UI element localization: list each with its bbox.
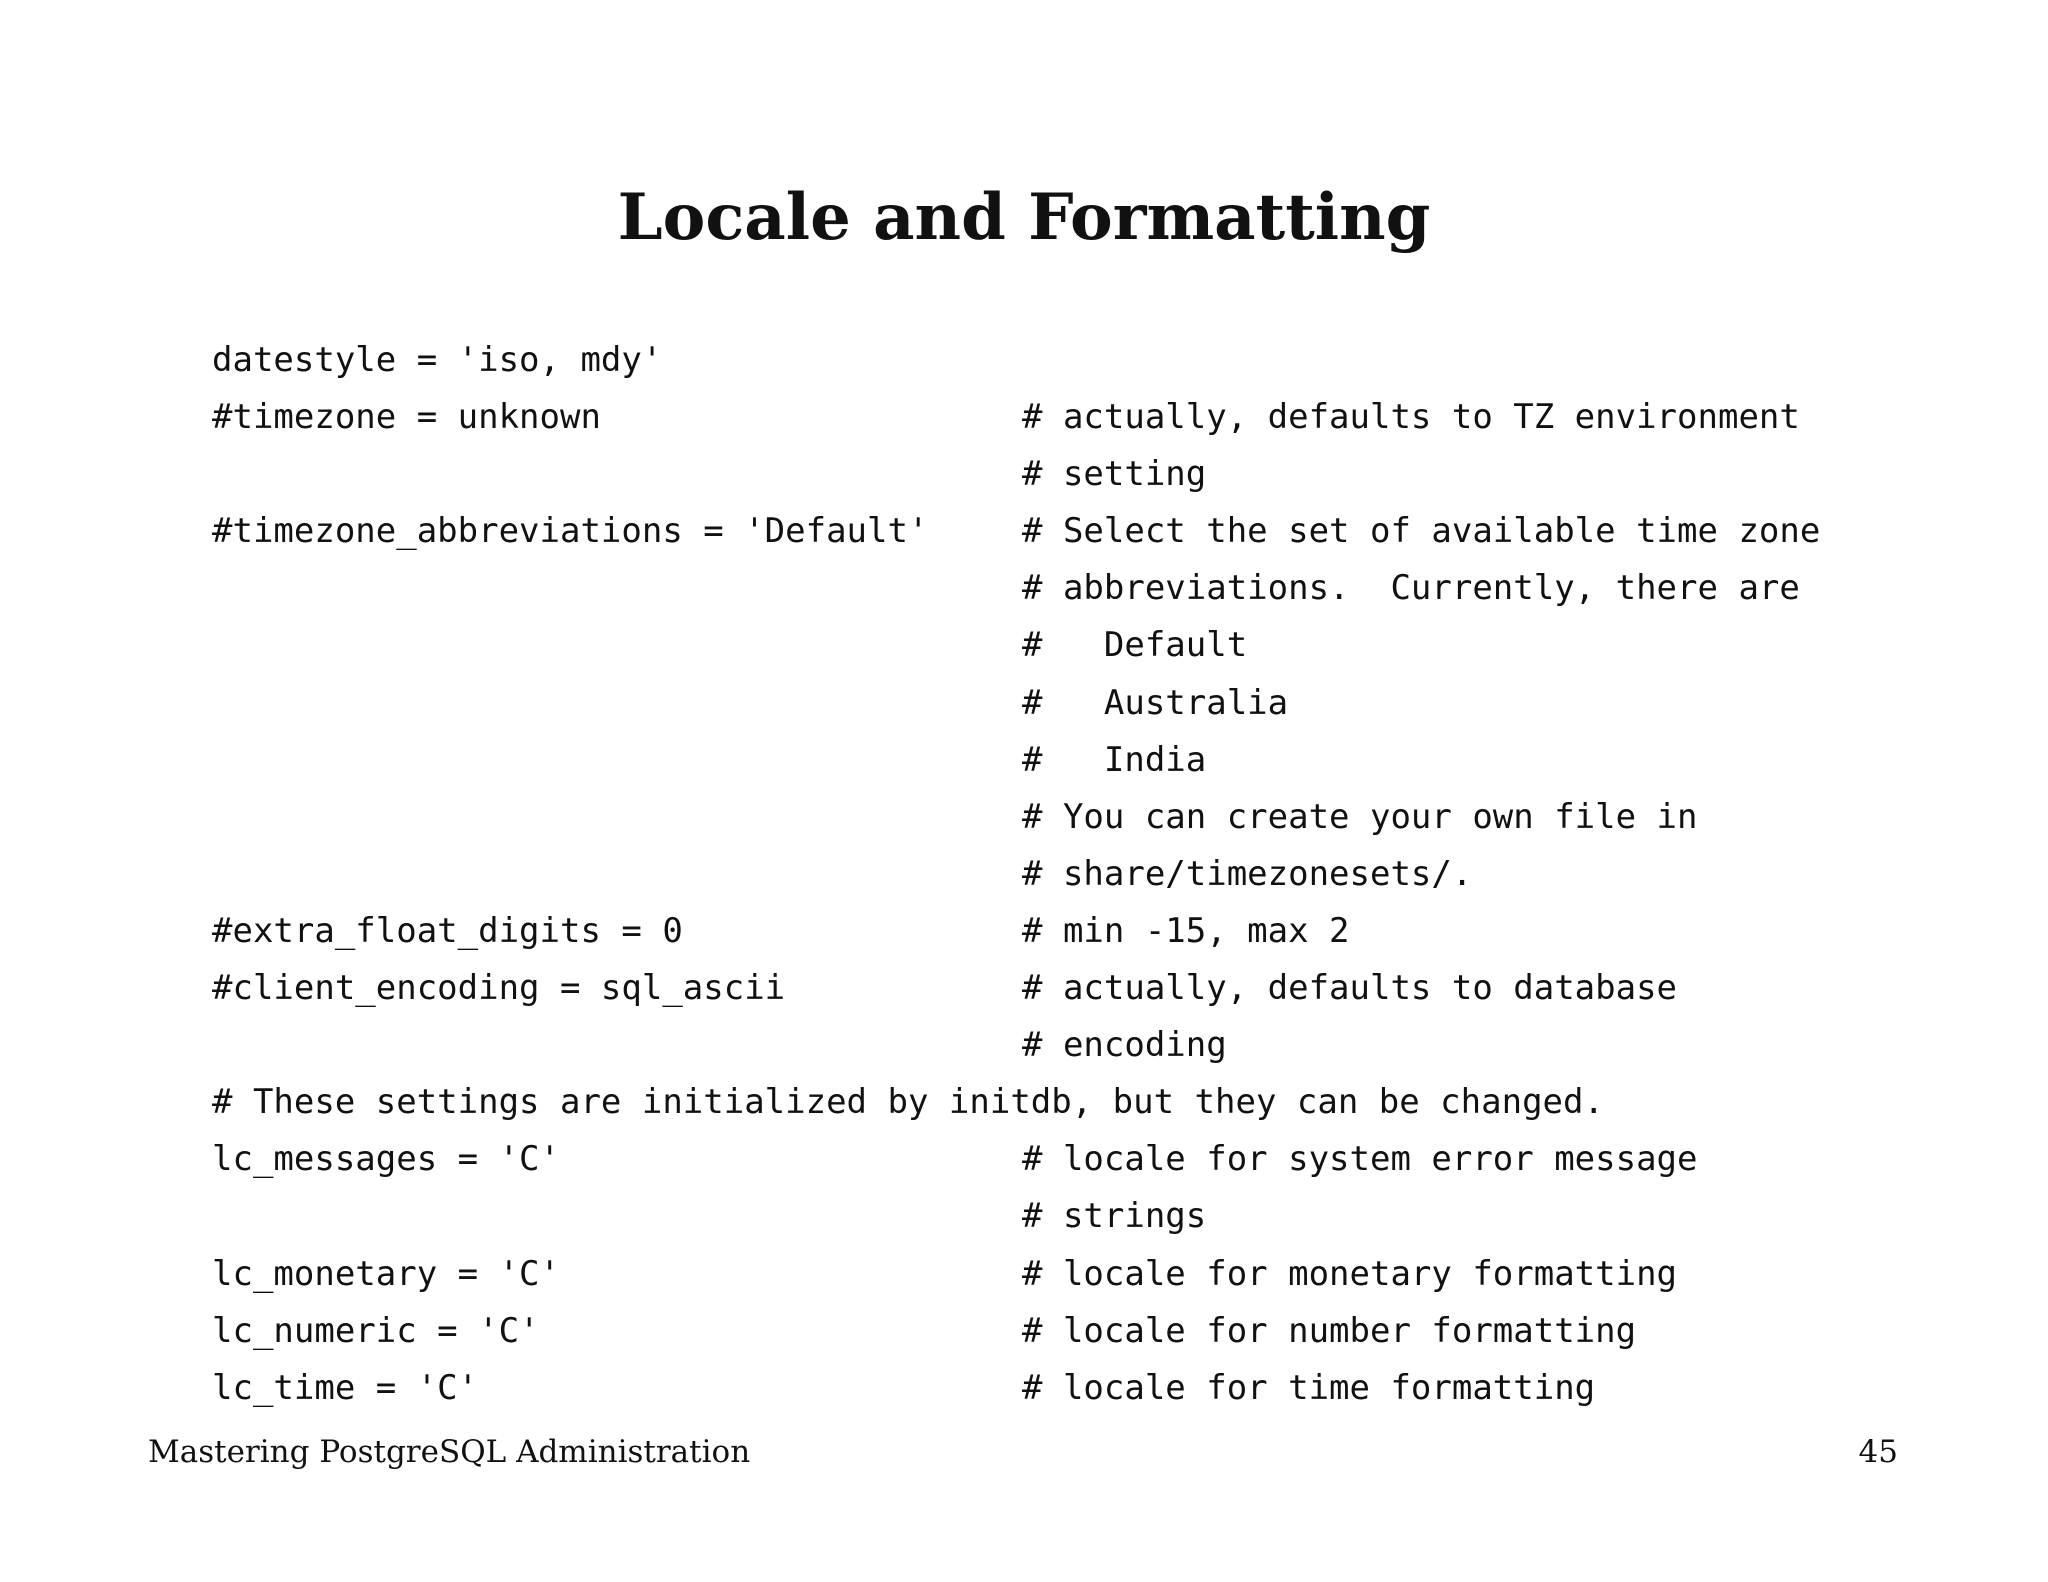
code-line (212, 503, 1912, 560)
code-line (212, 1017, 1912, 1074)
code-line (212, 1303, 1912, 1360)
code-line (212, 1074, 1912, 1131)
code-line (212, 1360, 1912, 1417)
code-setting: #client_encoding = sql_ascii (212, 968, 786, 1009)
code-comment: # locale for number formatting (1022, 1310, 1637, 1351)
code-line (212, 846, 1912, 903)
code-line (212, 332, 1912, 389)
code-comment: # India (1022, 739, 1207, 780)
code-comment: # setting (1022, 454, 1207, 495)
code-setting: #timezone = unknown (212, 397, 601, 438)
code-setting: lc_numeric = 'C' (212, 1310, 540, 1351)
code-setting: lc_messages = 'C' (212, 1139, 560, 1180)
code-comment: # actually, defaults to database (1022, 968, 1678, 1009)
slide-title: Locale and Formatting (617, 180, 1431, 255)
code-setting: datestyle = 'iso, mdy' (212, 340, 663, 380)
code-line (212, 1131, 1912, 1188)
code-setting: lc_time = 'C' (212, 1367, 479, 1408)
code-line (212, 446, 1912, 503)
code-comment: # locale for monetary formatting (1022, 1253, 1678, 1294)
code-line (212, 960, 1912, 1017)
code-comment: # encoding (1022, 1025, 1227, 1066)
code-setting: # These settings are initialized by initdb, but they can be changed. (212, 1082, 1604, 1123)
code-comment: # strings (1022, 1196, 1207, 1237)
config-code-block (212, 332, 1912, 1417)
code-comment: # Select the set of available time zone (1022, 511, 1821, 552)
code-line (212, 389, 1912, 446)
code-comment: # min -15, max 2 (1022, 910, 1350, 951)
code-comment: # You can create your own file in (1022, 796, 1698, 837)
footer-page-number: 45 (1858, 1434, 1898, 1470)
code-setting: lc_monetary = 'C' (212, 1253, 560, 1294)
code-line (212, 675, 1912, 732)
code-comment: # locale for time formatting (1022, 1367, 1596, 1408)
code-comment: # abbreviations. Currently, there are (1022, 568, 1800, 609)
code-line (212, 1246, 1912, 1303)
code-setting: #extra_float_digits = 0 (212, 910, 683, 951)
code-comment: # share/timezonesets/. (1022, 853, 1473, 894)
code-line (212, 732, 1912, 789)
code-comment: # actually, defaults to TZ environment (1022, 397, 1800, 438)
footer-book-title: Mastering PostgreSQL Administration (148, 1434, 751, 1470)
code-comment: # Default (1022, 625, 1248, 666)
code-setting: #timezone_abbreviations = 'Default' (212, 511, 929, 552)
code-line (212, 617, 1912, 674)
code-comment: # locale for system error message (1022, 1139, 1698, 1180)
code-line (212, 903, 1912, 960)
code-line (212, 789, 1912, 846)
code-line (212, 560, 1912, 617)
code-line (212, 1188, 1912, 1245)
code-comment: # Australia (1022, 682, 1289, 723)
